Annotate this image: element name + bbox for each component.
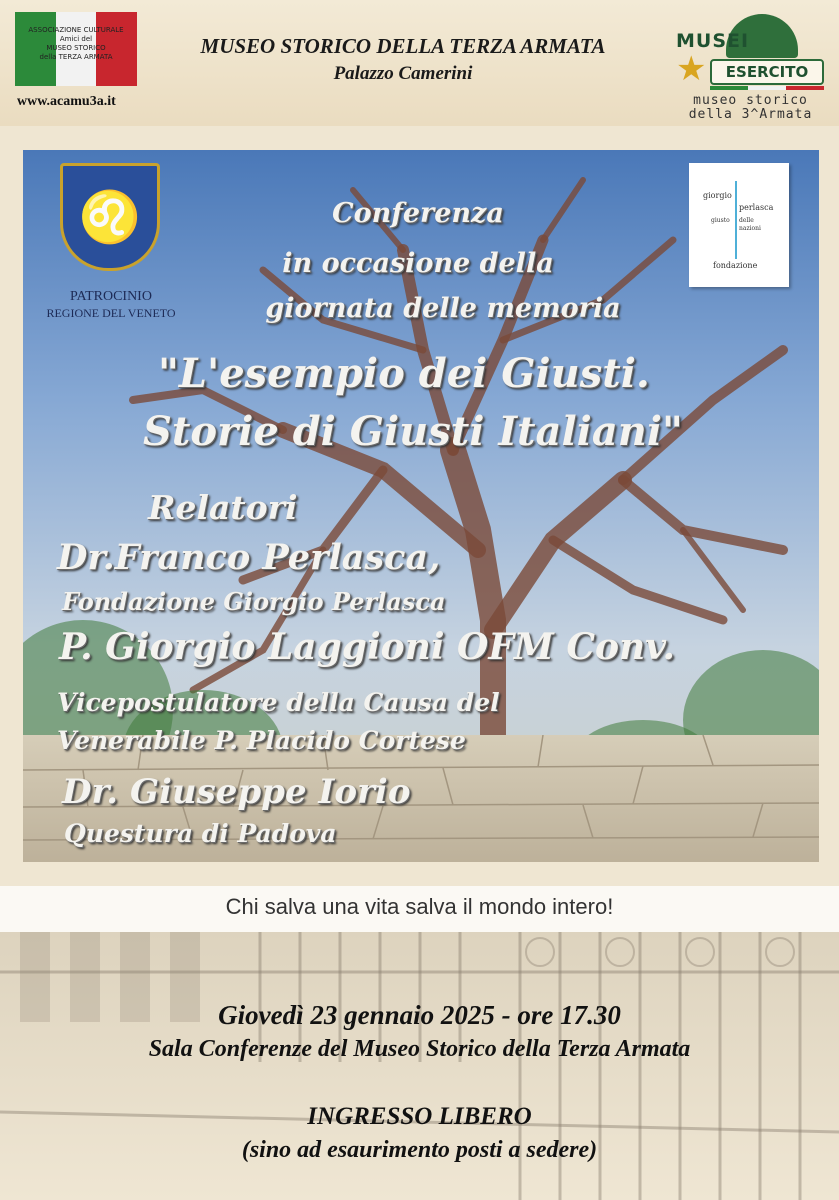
winged-lion-icon: ♌ <box>78 187 142 246</box>
tricolor-stripe <box>710 86 824 90</box>
esercito-label: ESERCITO <box>710 59 824 85</box>
musei-label: MUSEI <box>676 30 750 52</box>
speaker-1-role: Fondazione Giorgio Perlasca <box>62 587 446 616</box>
foundation-word-delle: delle <box>739 217 754 224</box>
conference-day: giornata delle memoria <box>265 293 621 324</box>
museum-title: MUSEO STORICO DELLA TERZA ARMATA <box>200 34 606 58</box>
foundation-word-giorgio: giorgio <box>703 191 732 200</box>
tricolor-band <box>748 86 786 90</box>
foundation-word-fondazione: fondazione <box>713 261 758 270</box>
foundation-word-giusto: giusto <box>711 217 730 224</box>
patronage-region: REGIONE DEL VENETO <box>46 306 176 320</box>
speaker-1-name: Dr.Franco Perlasca, <box>57 537 441 578</box>
star-icon: ★ <box>676 49 707 89</box>
speakers-heading: Relatori <box>148 488 298 527</box>
speaker-2-role-line2: Venerabile P. Placido Cortese <box>57 726 466 755</box>
veneto-region-emblem <box>60 163 160 271</box>
conference-title-line2: Storie di Giusti Italiani" <box>143 408 683 455</box>
perlasca-foundation-logo <box>689 163 789 287</box>
free-entry-label: INGRESSO LIBERO <box>307 1103 532 1130</box>
armata-label: della 3^Armata <box>688 107 813 122</box>
event-date-time: Giovedì 23 gennaio 2025 - ore 17.30 <box>218 1000 621 1030</box>
speaker-3-name: Dr. Giuseppe Iorio <box>62 772 411 812</box>
foundation-word-perlasca: perlasca <box>739 203 774 212</box>
speaker-2-role-line1: Vicepostulatore della Causa del <box>57 688 500 717</box>
foundation-word-nazioni: nazioni <box>739 225 761 232</box>
speaker-3-role: Questura di Padova <box>64 819 337 848</box>
motto-text: Chi salva una vita salva il mondo intero! <box>225 894 614 919</box>
seating-note: (sino ad esaurimento posti a sedere) <box>241 1137 598 1163</box>
association-logo-text: ASSOCIAZIONE CULTURALE Amici del MUSEO STORICO della TERZA ARMATA <box>28 26 124 61</box>
website-link[interactable]: www.acamu3a.it <box>17 94 116 109</box>
conference-title-line1: "L'esempio dei Giusti. <box>158 350 650 397</box>
conference-occasion: in occasione della <box>282 248 554 279</box>
foundation-logo-bar <box>735 181 737 259</box>
patronage-label: PATROCINIO <box>70 289 152 304</box>
museo-storico-label: museo storico <box>693 93 808 108</box>
museum-subtitle: Palazzo Camerini <box>333 63 473 84</box>
speaker-2-name: P. Giorgio Laggioni OFM Conv. <box>59 626 675 668</box>
tricolor-band <box>786 86 824 90</box>
event-venue: Sala Conferenze del Museo Storico della Terza Armata <box>148 1036 691 1062</box>
conference-label: Conferenza <box>332 198 504 229</box>
tricolor-band <box>710 86 748 90</box>
